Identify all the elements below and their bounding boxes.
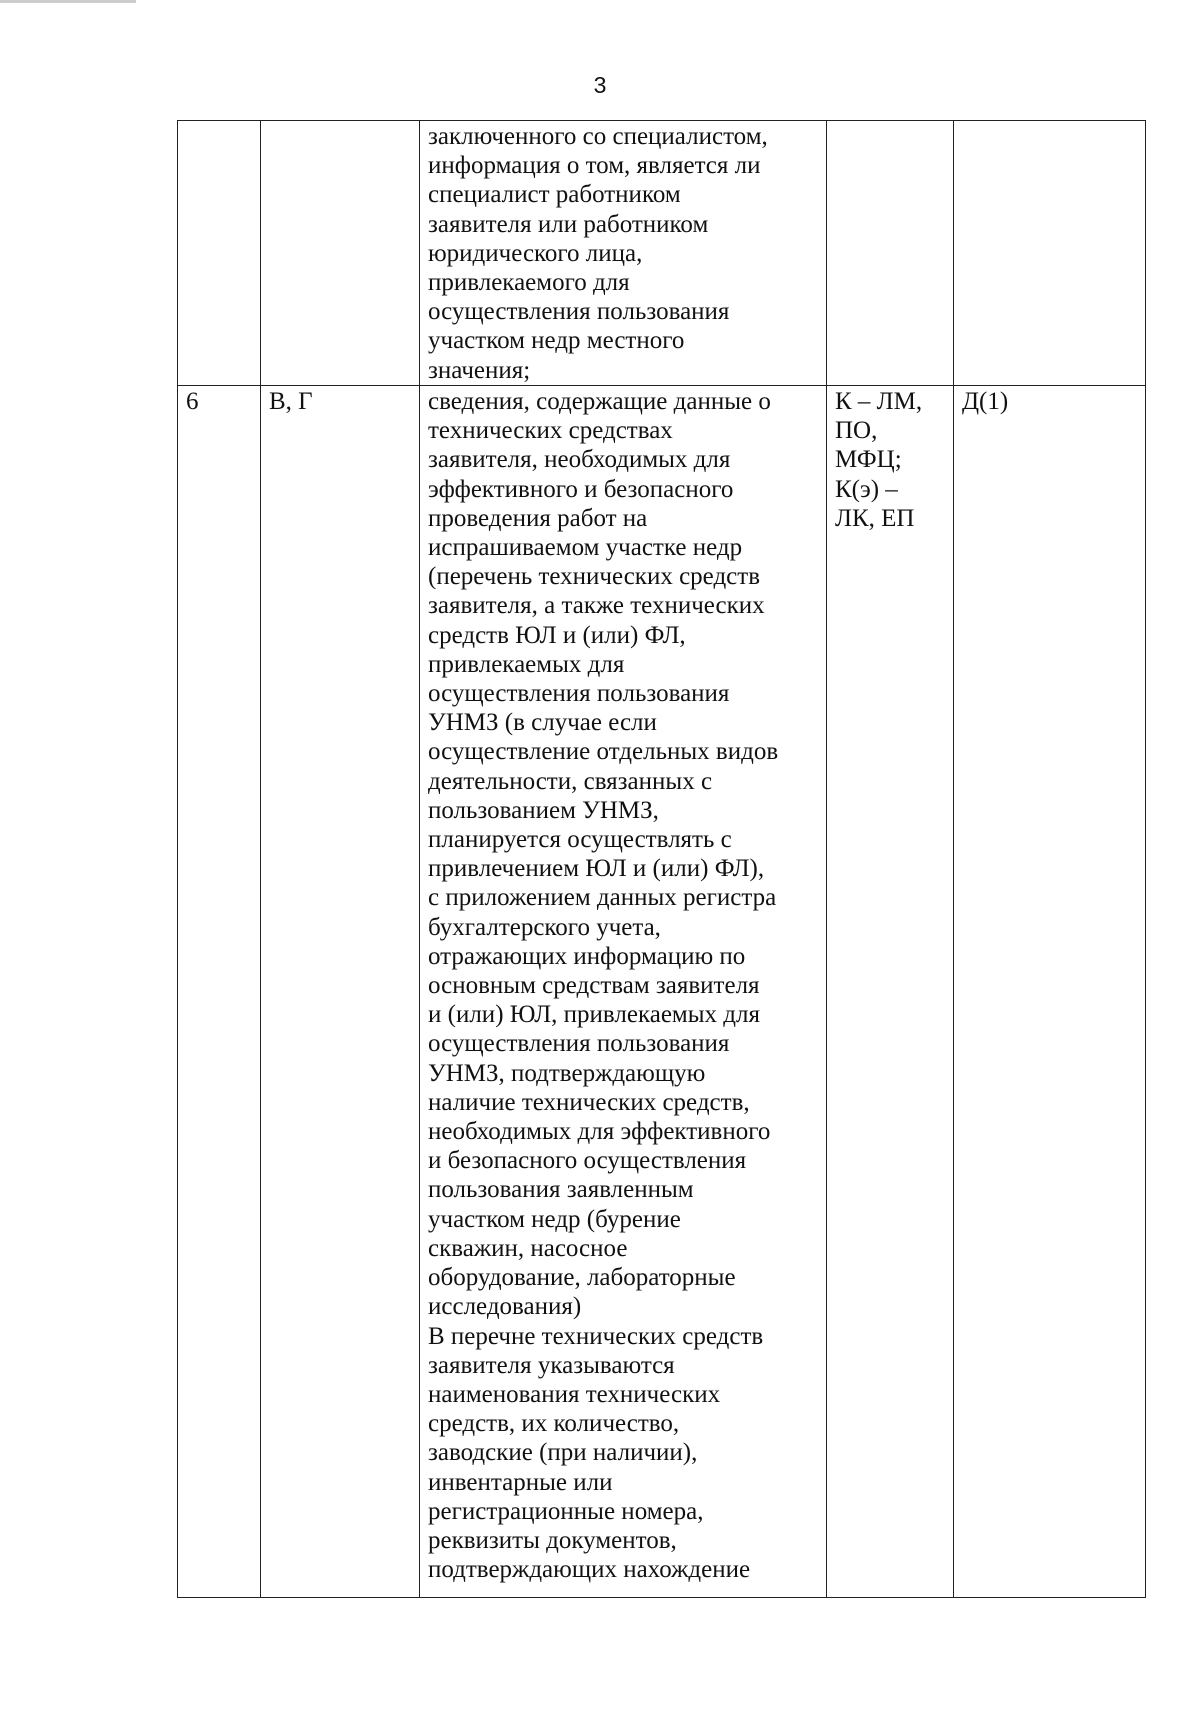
- table-cell-category: В, Г: [261, 386, 420, 1598]
- table-row: [178, 386, 1146, 1598]
- table-cell-number: [178, 121, 261, 386]
- page-number: 3: [593, 72, 607, 98]
- table-cell-document-type: Д(1): [954, 386, 1146, 1598]
- table-cell-category: [261, 121, 420, 386]
- table-cell-submission-method: [827, 121, 954, 386]
- table-cell-description: заключенного со специалистом, информация о том, является ли специалист работником заявителя или работником юридического лица, привлекаемого для осуществления пользования участком недр местного значения;: [420, 121, 827, 386]
- table-cell-submission-method: К – ЛМ, ПО, МФЦ; К(э) – ЛК, ЕП: [827, 386, 954, 1598]
- scan-edge-mark: [0, 0, 136, 3]
- table-cell-document-type: [954, 121, 1146, 386]
- table-cell-number: 6: [178, 386, 261, 1598]
- document-table: [177, 120, 1146, 1598]
- table-cell-description: сведения, содержащие данные о технических средствах заявителя, необходимых для эффективного и безопасного проведения работ на испрашиваемом участке недр (перечень технических средств заявителя, а также технических средств ЮЛ и (или) ФЛ, привлекаемых для осуществления пользования УНМЗ (в случае если осуществление отдельных видов деятельности, связанных с пользованием УНМЗ, планируется осуществлять с привлечением ЮЛ и (или) ФЛ), с приложением данных регистра бухгалтерского учета, отражающих информацию по основным средствам заявителя и (или) ЮЛ, привлекаемых для осуществления пользования УНМЗ, подтверждающую наличие технических средств, необходимых для эффективного и безопасного осуществления пользования заявленным участком недр (бурение скважин, насосное оборудование, лабораторные исследования) В перечне технических средств заявителя указываются наименования технических средств, их количество, заводские (при наличии), инвентарные или регистрационные номера, реквизиты документов, подтверждающих нахождение: [420, 386, 827, 1598]
- table-row: [178, 121, 1146, 386]
